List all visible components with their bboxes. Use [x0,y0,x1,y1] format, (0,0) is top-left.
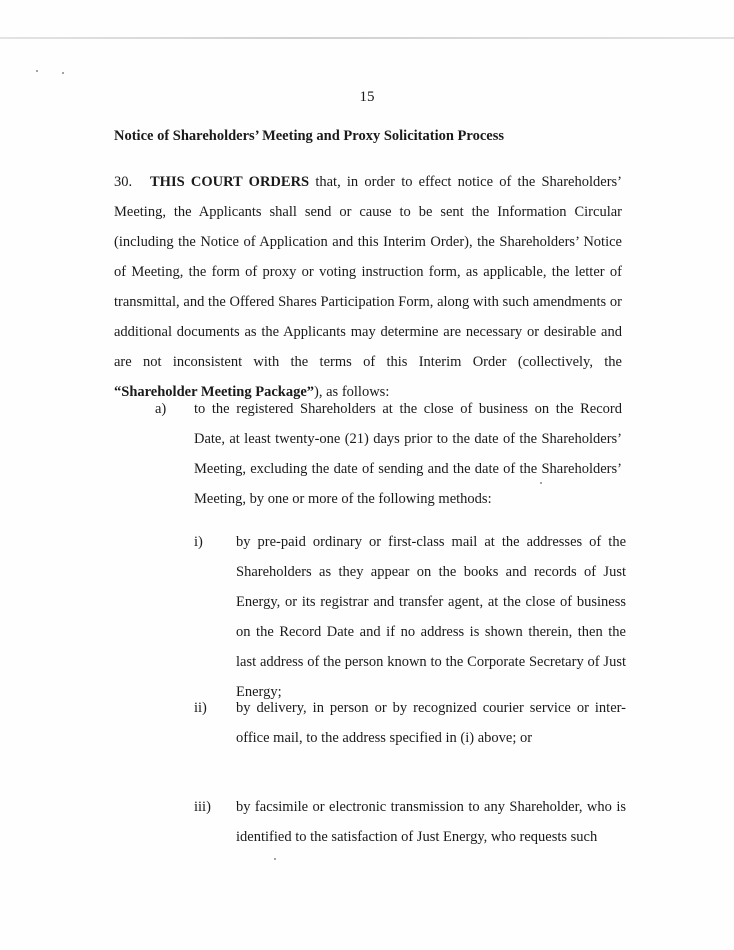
scan-speck [36,70,38,72]
sub-item-text: by facsimile or electronic transmission to any Shareholder, who is identified to the satisfaction of Just Energy, who requests such [236,799,626,845]
paragraph-text-1: that, in order to effect notice of the Shareholders’ Meeting, the Applicants shall send or cause to be sent the Information Circular (including the Notice of Application and this Interim Order), the Shareholders’ Notice of Meeting, the form of proxy or voting instruction form, as applicable, the letter of transmittal, and the Offered Shares Participation Form, along with such amendments or additional documents as the Applicants may determine are necessary or desirable and are not inconsistent with the terms of this Interim Order (collectively, the [114,174,623,370]
sub-item-ii [194,693,626,753]
list-item-text: to the registered Shareholders at the close of business on the Record Date, at least twenty-one (21) days prior to the date of the Shareholders’ Meeting, excluding the date of sending and the date of the Shareholders’ Meeting, by one or more of the following methods: [194,401,622,507]
sub-item-label: iii) [194,799,211,815]
list-item-a [155,394,622,514]
scan-speck [540,482,542,484]
scan-speck [62,72,64,74]
scan-speck [274,858,276,860]
sub-item-i [194,527,626,707]
paragraph-text-2: ), as follows: [314,384,390,400]
list-item-label: a) [155,401,167,417]
defined-term: “Shareholder Meeting Package” [114,384,315,400]
paragraph-30 [114,167,622,407]
sub-item-label: ii) [194,700,207,716]
section-heading: Notice of Shareholders’ Meeting and Proxy Solicitation Process [114,128,504,144]
sub-item-iii [194,792,626,852]
sub-item-label: i) [194,534,203,550]
court-orders-lead: THIS COURT ORDERS [150,174,310,190]
page-number: 15 [359,89,375,105]
sub-item-text: by delivery, in person or by recognized courier service or inter-office mail, to the address specified in (i) above; or [236,700,626,746]
paragraph-number: 30. [114,174,133,190]
scan-edge-line [0,37,734,39]
sub-item-text: by pre-paid ordinary or first-class mail at the addresses of the Shareholders as they appear on the books and records of Just Energy, or its registrar and transfer agent, at the close of business on the Record Date and if no address is shown therein, then the last address of the person known to the Corporate Secretary of Just Energy; [236,534,626,700]
